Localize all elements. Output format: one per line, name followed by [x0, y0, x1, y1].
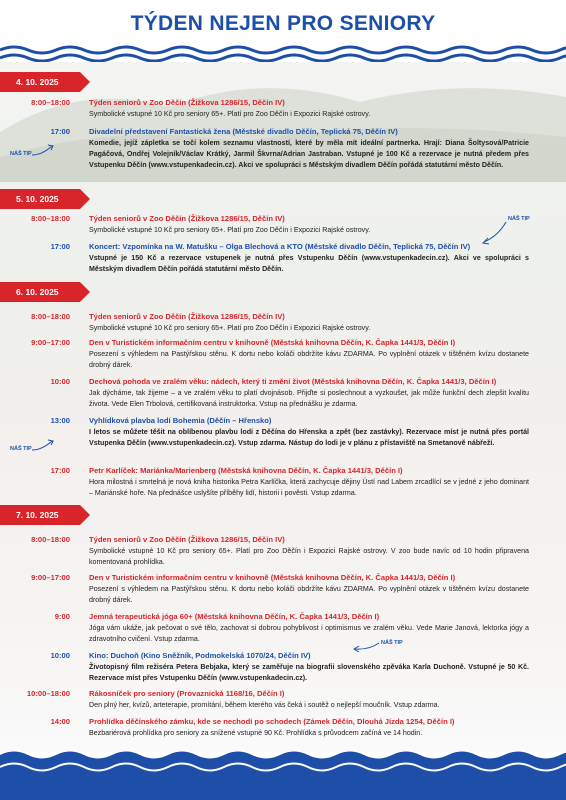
tip-label: NÁŠ TIP — [508, 216, 530, 222]
event-time: 10:00 — [50, 377, 70, 386]
day-header: 4. 10. 2025 — [0, 72, 80, 92]
event-description: Životopisný film režiséra Petera Bebjaka, který se zaměřuje na biografii slovenského zpěváka Karla Duchoně. Vstupné je 50 Kč. Rezervace míst přes Vstupenku Děčín (www.vstupenkadecin.cz). — [89, 663, 529, 682]
tip-badge — [10, 151, 32, 157]
event-time: 8:00–18:00 — [31, 312, 70, 321]
event-time: 8:00–18:00 — [31, 214, 70, 223]
event-time: 14:00 — [50, 717, 70, 726]
event-time: 8:00–18:00 — [31, 535, 70, 544]
event-title: Kino: Duchoň (Kino Sněžník, Podmokelská 1070/24, Děčín IV) — [89, 651, 311, 660]
event-time: 9:00 — [54, 612, 70, 621]
arrow-icon — [30, 143, 56, 157]
event-description: Posezení s výhledem na Pastýřskou stěnu. K dortu nebo koláči obdržíte kávu ZDARMA. Po vyplnění otázek v tištěném kvízu dostanete drobný dárek. — [89, 350, 529, 369]
wave-decoration-bottom — [0, 745, 566, 800]
event-description: Komedie, jejíž zápletka se točí kolem seznamu vlastností, které by měla mít ideální partnerka. Hrají: Diana Šoltysová/Patricie Pagáčová, Ondřej Volejník/Václav Krátký, Jarmil Škvrna/Adrian Jastraban. Vstupné je 100 Kč a rezervace je nutná předem přes Vstupenku Děčín (www.vstupenkadecin.cz). Akci ve spolupráci s Městským divadlem Děčín pořádá statutární město Děčín. — [89, 139, 529, 169]
event-time: 17:00 — [50, 466, 70, 475]
event-title: Vyhlídková plavba lodí Bohemia (Děčín – Hřensko) — [89, 416, 272, 425]
event-description: Hora milostná i smrtelná je nová kniha historika Petra Karlíčka, která zachycuje dějiny Ústí nad Labem zrcadlící se v jedné z jeho dominant – Mariánské hoře. Na přednášce uslyšíte příběhy lidí, historii i pověsti. Vstup zdarma. — [89, 478, 529, 497]
tip-badge — [10, 446, 32, 452]
event-title: Divadelní představení Fantastická žena (Městské divadlo Děčín, Teplická 75, Děčín IV) — [89, 127, 398, 136]
event-title: Dechová pohoda ve zralém věku: nádech, který ti změní život (Městská knihovna Děčín, K. Čapka 1441/3, Děčín I) — [89, 377, 497, 386]
event-description: Jak dýcháme, tak žijeme – a ve zralém věku to platí dvojnásob. Přijďte si poslechnout a vyzkoušet, jak může funkční dech zlepšit kvalitu života. Vede Elen Trbolová, certifikovaná instruktorka. Vstup na přednášku je zdarma. — [89, 389, 529, 408]
event-description: Jóga vám ukáže, jak pečovat o své tělo, zachovat si dobrou pohyblivost i optimismus ve zralém věku. Vede Marie Janová, lektorka jógy a zdravotního cvičení. Vstup zdarma. — [89, 624, 529, 643]
event-time: 10:00–18:00 — [26, 689, 70, 698]
event-title: Týden seniorů v Zoo Děčín (Žižkova 1286/15, Děčín IV) — [89, 98, 285, 107]
event-title: Prohlídka děčínského zámku, kde se nechodí po schodech (Zámek Děčín, Dlouhá Jízda 1254, Děčín I) — [89, 717, 455, 726]
event-title: Den v Turistickém informačním centru v knihovně (Městská knihovna Děčín, K. Čapka 1441/3, Děčín I) — [89, 338, 456, 347]
event-title: Den v Turistickém informačním centru v knihovně (Městská knihovna Děčín, K. Čapka 1441/3, Děčín I) — [89, 573, 456, 582]
event-description: I letos se můžete těšit na oblíbenou plavbu lodí z Děčína do Hřenska a zpět (bez zastávky). Rezervace míst je nutná přes portál Vstupenka Děčín (www.vstupenkadecin.cz). Vstup zdarma. Nástup do lodi je v plánu z přístaviště na Smetanově nábřeží. — [89, 428, 529, 447]
page-title: TÝDEN NEJEN PRO SENIORY — [130, 12, 436, 35]
event-description: Den plný her, kvízů, arteterapie, promítání, během kterého vás čeká i soutěž o nejlepší moučník. Vstup zdarma. — [89, 701, 440, 709]
event-time: 17:00 — [50, 242, 70, 251]
event-time: 9:00–17:00 — [31, 573, 70, 582]
event-time: 9:00–17:00 — [31, 338, 70, 347]
tip-label: NÁŠ TIP — [381, 640, 403, 646]
day-header: 7. 10. 2025 — [0, 505, 80, 525]
arrow-icon — [30, 438, 56, 452]
event-description: Symbolické vstupné 10 Kč pro seniory 65+. Platí pro Zoo Děčín i Expozici Rajské ostrovy. — [89, 226, 371, 234]
tip-label: NÁŠ TIP — [10, 151, 32, 157]
event-description: Symbolické vstupné 10 Kč pro seniory 65+. Platí pro Zoo Děčín i Expozici Rajské ostrovy. V zoo bude navíc od 10 hodin připravena komentovaná prohlídka. — [89, 547, 529, 566]
event-description: Symbolické vstupné 10 Kč pro seniory 65+. Platí pro Zoo Děčín i Expozici Rajské ostrovy. — [89, 324, 371, 332]
event-title: Koncert: Vzpomínka na W. Matušku – Olga Blechová a KTO (Městské divadlo Děčín, Teplická 75, Děčín IV) — [89, 242, 471, 251]
event-time: 13:00 — [50, 416, 70, 425]
arrow-icon — [480, 220, 510, 246]
tip-label: NÁŠ TIP — [10, 446, 32, 452]
event-title: Jemná terapeutická jóga 60+ (Městská knihovna Děčín, K. Čapka 1441/3, Děčín I) — [89, 612, 380, 621]
event-description: Vstupné je 150 Kč a rezervace vstupenek je nutná přes Vstupenku Děčín (www.vstupenkadecin.cz). Akci ve spolupráci s Městským divadlem Děčín pořádá statutární město Děčín. — [89, 254, 529, 273]
event-description: Bezbariérová prohlídka pro seniory za snížené vstupné 90 Kč. Prohlídka s průvodcem začíná ve 14 hodin. — [89, 729, 423, 737]
event-title: Petr Karlíček: Mariánka/Marienberg (Městská knihovna Děčín, K. Čapka 1441/3, Děčín I) — [89, 466, 403, 475]
tip-badge — [381, 640, 403, 646]
tip-badge — [508, 216, 530, 222]
event-title: Rákosníček pro seniory (Provaznická 1168/16, Děčín I) — [89, 689, 285, 698]
event-time: 17:00 — [50, 127, 70, 136]
day-header: 6. 10. 2025 — [0, 282, 80, 302]
wave-decoration-top — [0, 44, 566, 64]
event-title: Týden seniorů v Zoo Děčín (Žižkova 1286/15, Děčín IV) — [89, 214, 285, 223]
event-time: 10:00 — [50, 651, 70, 660]
event-title: Týden seniorů v Zoo Děčín (Žižkova 1286/15, Děčín IV) — [89, 535, 285, 544]
arrow-icon — [351, 640, 381, 652]
event-title: Týden seniorů v Zoo Děčín (Žižkova 1286/15, Děčín IV) — [89, 312, 285, 321]
event-description: Symbolické vstupné 10 Kč pro seniory 65+. Platí pro Zoo Děčín i Expozici Rajské ostrovy. — [89, 110, 371, 118]
event-description: Posezení s výhledem na Pastýřskou stěnu. K dortu nebo koláči obdržíte kávu ZDARMA. Po vyplnění otázek v tištěném kvízu dostanete drobný dárek. — [89, 585, 529, 604]
event-time: 8:00–18:00 — [31, 98, 70, 107]
day-header: 5. 10. 2025 — [0, 189, 80, 209]
